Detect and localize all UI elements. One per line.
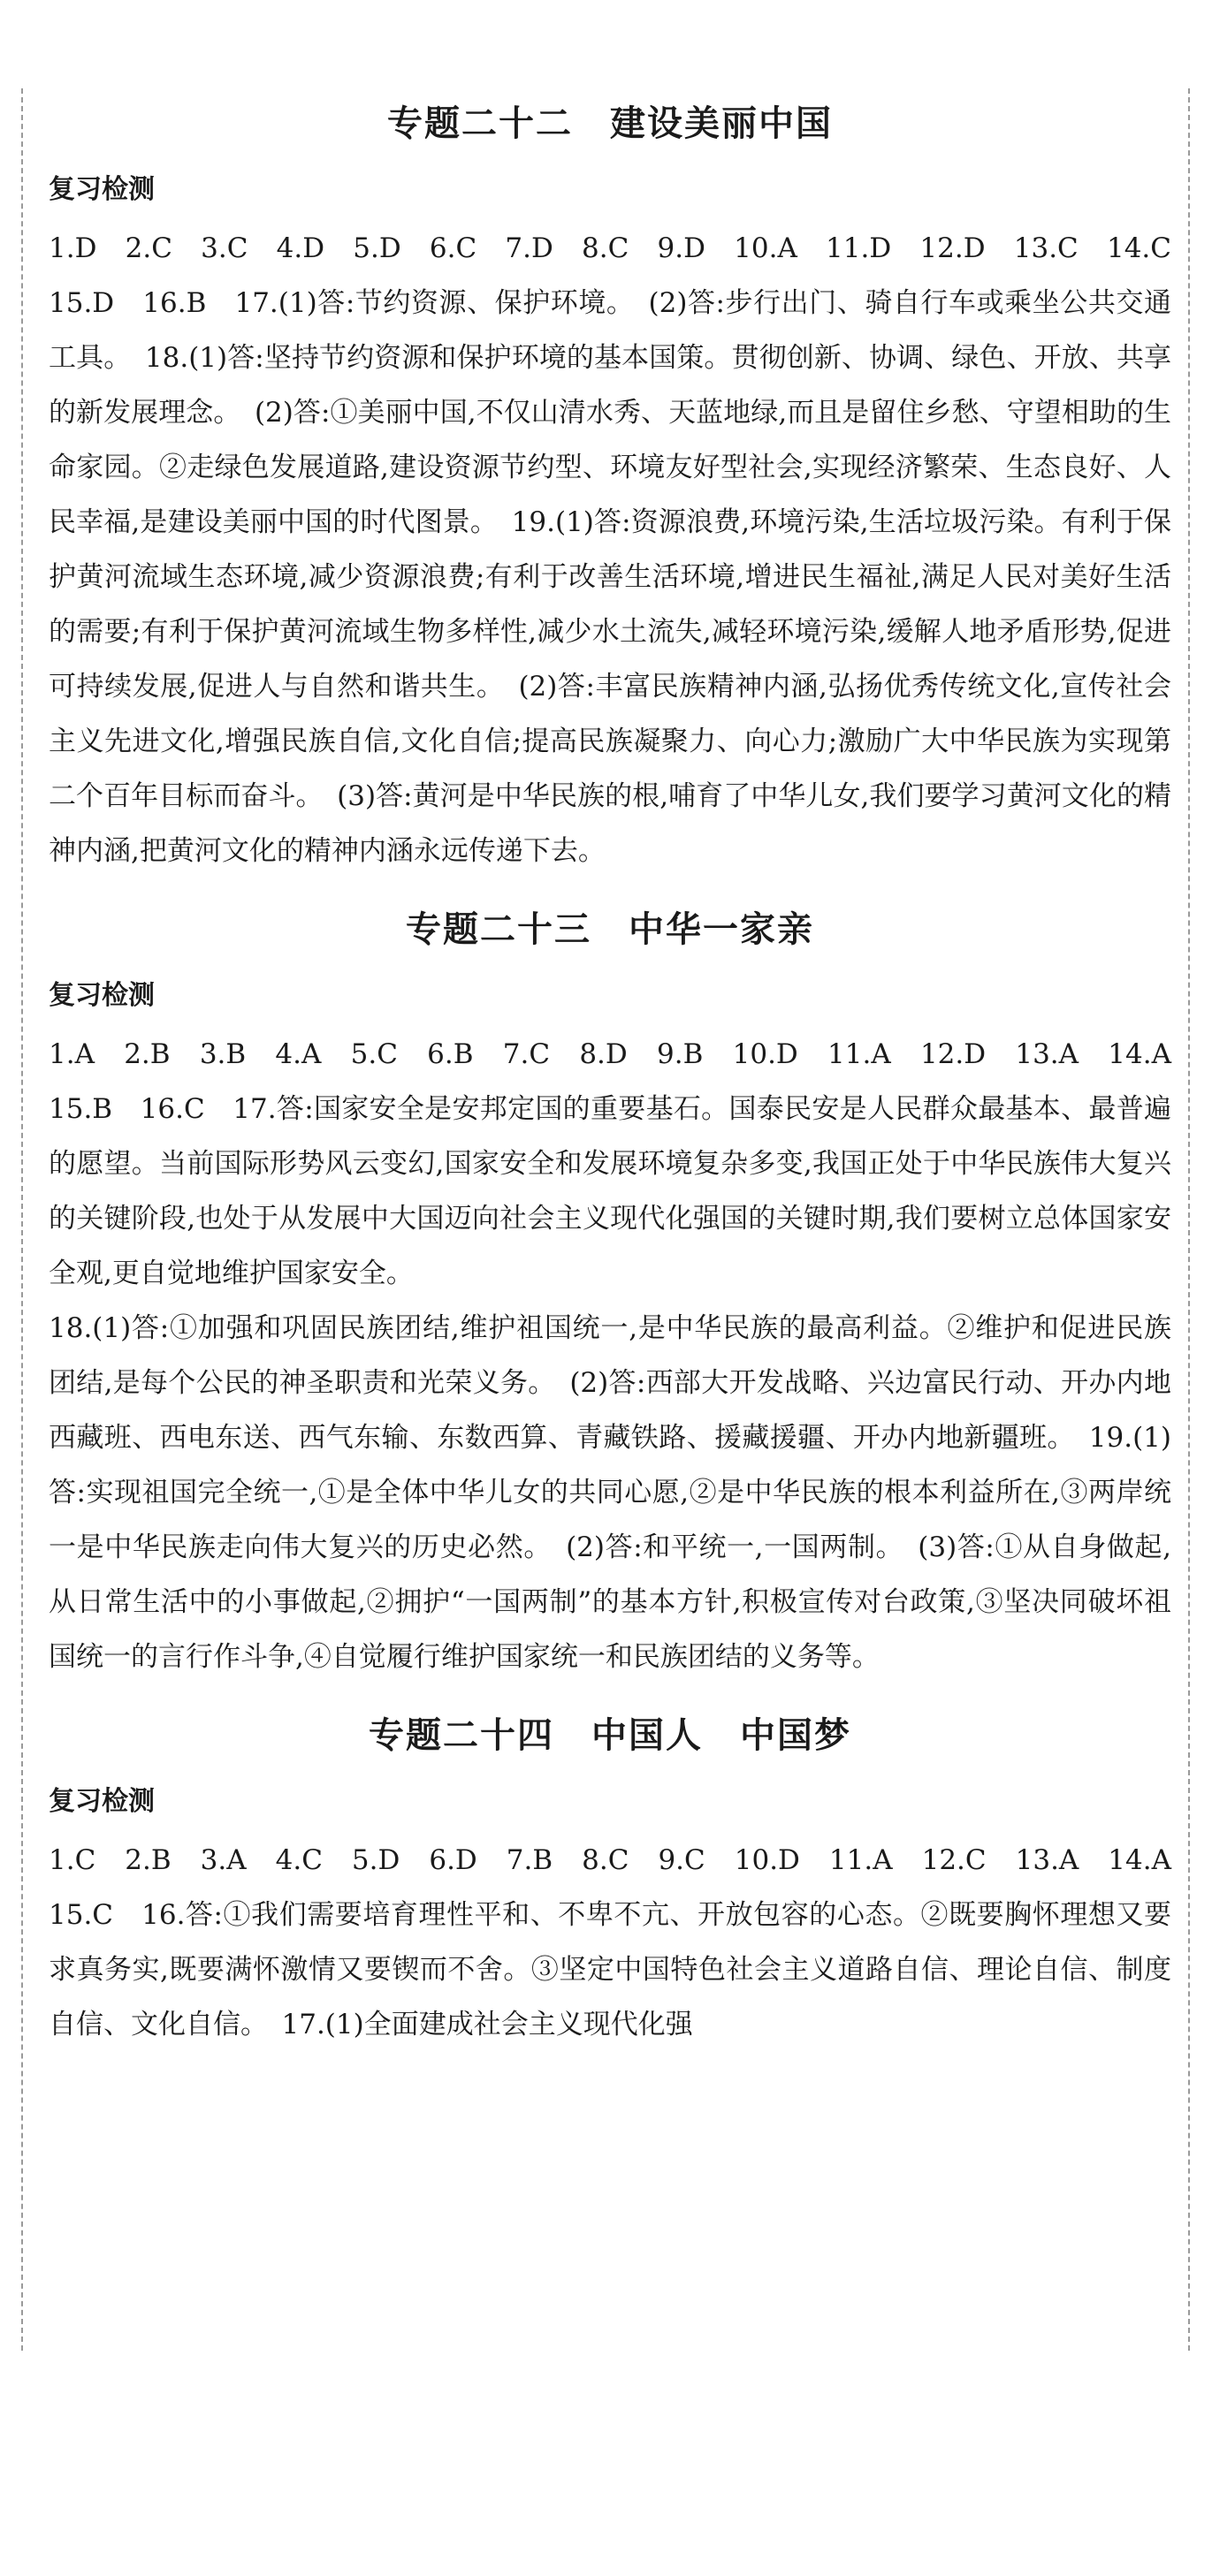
section-subheading: 复习检测 bbox=[49, 1786, 155, 1817]
answer-paragraph: 1.A 2.B 3.B 4.A 5.C 6.B 7.C 8.D 9.B 10.D 11.A 12.D 13.A 14.A 15.B 16.C 17.答:国家安全是安邦定国的重要基石。国泰民安是人民群众最基本、最普遍的愿望。当前国际形势风云变幻,国家安全和发展环境复杂多变,我国正处于中华民族伟大复兴的关键阶段,也处于从发展中大国迈向社会主义现代化强国的关键时期,我们要树立总体国家安全观,更自觉地维护国家安全。 bbox=[49, 1038, 1199, 1289]
section-title: 专题二十二 建设美丽中国 bbox=[387, 103, 833, 144]
section-title: 专题二十四 中国人 中国梦 bbox=[369, 1715, 851, 1756]
answer-paragraph: 1.C 2.B 3.A 4.C 5.D 6.D 7.B 8.C 9.C 10.D 11.A 12.C 13.A 14.A 15.C 16.答:①我们需要培育理性平和、不卑不亢、开放包容的心态。②既要胸怀理想又要求真务实,既要满怀激情又要锲而不舍。③坚定中国特色社会主义道路自信、理论自信、制度自信、文化自信。 17.(1)全面建成社会主义现代化强 bbox=[49, 1844, 1199, 2040]
right-dashed-border bbox=[1188, 88, 1190, 2351]
answer-paragraph: 1.D 2.C 3.C 4.D 5.D 6.C 7.D 8.C 9.D 10.A 11.D 12.D 13.C 14.C 15.D 16.B 17.(1)答:节约资源、保护环境。 (2)答:步行出门、骑自行车或乘坐公共交通工具。 18.(1)答:坚持节约资源和保护环境的基本国策。贯彻创新、协调、绿色、开放、共享的新发展理念。 (2)答:①美丽中国,不仅山清水秀、天蓝地绿,而且是留住乡愁、守望相助的生命家园。②走绿色发展道路,建设资源节约型、环境友好型社会,实现经济繁荣、生态良好、人民幸福,是建设美丽中国的时代图景。 19.(1)答:资源浪费,环境污染,生活垃圾污染。有利于保护黄河流域生态环境,减少资源浪费;有利于改善生活环境,增进民生福祉,满足人民对美好生活的需要;有利于保护黄河流域生物多样性,减少水土流失,减轻环境污染,缓解人地矛盾形势,促进可持续发展,促进人与自然和谐共生。 (2)答:丰富民族精神内涵,弘扬优秀传统文化,宣传社会主义先进文化,增强民族自信,文化自信;提高民族凝聚力、向心力;激励广大中华民族为实现第二个百年目标而奋斗。 (3)答:黄河是中华民族的根,哺育了中华儿女,我们要学习黄河文化的精神内涵,把黄河文化的精神内涵永远传递下去。 bbox=[49, 232, 1199, 867]
section-subheading: 复习检测 bbox=[49, 980, 155, 1011]
section-subheading: 复习检测 bbox=[49, 174, 155, 205]
section-22 bbox=[49, 88, 1199, 878]
section-title: 专题二十三 中华一家亲 bbox=[406, 909, 814, 950]
left-dashed-border bbox=[21, 88, 23, 2351]
answer-paragraph: 18.(1)答:①加强和巩固民族团结,维护祖国统一,是中华民族的最高利益。②维护和促进民族团结,是每个公民的神圣职责和光荣义务。 (2)答:西部大开发战略、兴边富民行动、开办内地西藏班、西电东送、西气东输、东数西算、青藏铁路、援藏援疆、开办内地新疆班。 19.(1)答:实现祖国完全统一,①是全体中华儿女的共同心愿,②是中华民族的根本利益所在,③两岸统一是中华民族走向伟大复兴的历史必然。 (2)答:和平统一,一国两制。 (3)答:①从自身做起,从日常生活中的小事做起,②拥护“一国两制”的基本方针,积极宣传对台政策,③坚决同破坏祖国统一的言行作斗争,④自觉履行维护国家统一和民族团结的义务等。 bbox=[49, 1312, 1171, 1673]
section-23 bbox=[49, 894, 1199, 1684]
page-content bbox=[49, 88, 1199, 2052]
section-24 bbox=[49, 1700, 1199, 2052]
